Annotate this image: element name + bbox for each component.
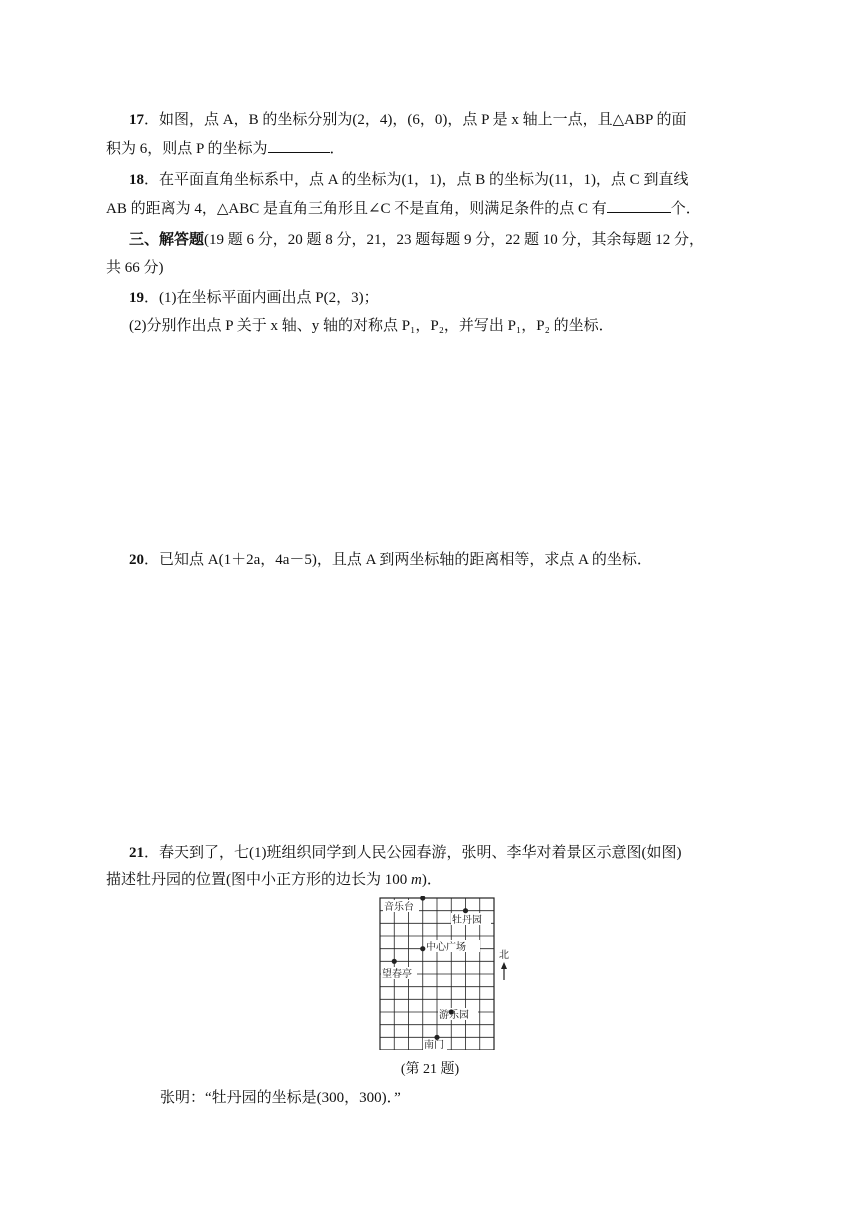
q18-text-2: AB 的距离为 4，△ABC 是直角三角形且∠C 不是直角，则满足条件的点 C 有 [106, 201, 607, 217]
q19-text-2: (2)分别作出点 P 关于 x 轴、y 轴的对称点 P₁，P₂，并写出 P₁，P₂ 的坐标． [129, 318, 614, 334]
label-amusement-park: 游乐园 [439, 1010, 469, 1021]
q18-answer-blank[interactable] [607, 198, 671, 213]
section3-scoring-2: 共 66 分) [106, 260, 164, 276]
q21-text-2: 描述牡丹园的位置(图中小正方形的边长为 100 [106, 872, 411, 888]
q18-line1 [129, 170, 741, 190]
section3-title: 三、解答题 [129, 232, 205, 248]
q17-line2 [106, 138, 718, 159]
north-arrow-head [501, 962, 507, 969]
peony-garden-point [463, 908, 468, 913]
q17-text-2: 积为 6，则点 P 的坐标为 [106, 141, 268, 157]
q20-number: 20 [129, 552, 144, 568]
q21-zhangming-statement: 张明：“牡丹园的坐标是(300，300)．” [160, 1090, 401, 1106]
north-arrow [499, 949, 509, 980]
q18-number: 18 [129, 172, 144, 188]
center-square-point [420, 946, 425, 951]
q17-number: 17 [129, 112, 144, 128]
label-wangchun-pavilion: 望春亭 [382, 969, 412, 980]
section3-line1 [129, 230, 741, 250]
q21-text-1: ．春天到了，七(1)班组织同学到人民公园春游，张明、李华对着景区示意图(如图) [144, 845, 682, 861]
section3-scoring: (19 题 6 分，20 题 8 分，21，23 题每题 9 分，22 题 10 分，其余每题 12 分， [204, 232, 705, 248]
q19-line1 [129, 288, 741, 308]
wangchun-pavilion-point [392, 959, 397, 964]
q17-answer-blank[interactable] [268, 138, 330, 153]
q21-unit: m [411, 872, 422, 888]
q17-text-2-end: ． [329, 141, 345, 157]
label-peony-garden: 牡丹园 [452, 915, 482, 926]
label-music-stage: 音乐台 [384, 902, 414, 913]
q18-line2 [106, 198, 718, 219]
section3-line2 [106, 258, 718, 278]
q19-number: 19 [129, 290, 144, 306]
q19-line2 [129, 316, 741, 336]
figure-caption: (第 21 题) [400, 1062, 460, 1077]
label-center-square: 中心广场 [426, 942, 466, 953]
q21-text-2-end: )． [421, 872, 442, 888]
north-label: 北 [499, 950, 509, 961]
q18-text-1: ．在平面直角坐标系中，点 A 的坐标为(1，1)，点 B 的坐标为(11，1)，点 C 到直线 [144, 172, 689, 188]
scenic-area-map [378, 896, 528, 1050]
q21-number: 21 [129, 845, 144, 861]
q19-text-1: ．(1)在坐标平面内画出点 P(2，3)； [144, 290, 379, 306]
q20-text-1: ．已知点 A(1＋2a，4a－5)，且点 A 到两坐标轴的距离相等，求点 A 的坐标． [144, 552, 652, 568]
q17-text-1: ．如图，点 A，B 的坐标分别为(2，4)，(6，0)，点 P 是 x 轴上一点，且△ABP 的面 [144, 112, 687, 128]
q17-line1 [129, 110, 741, 130]
q20-line1 [129, 550, 741, 570]
q21-line1 [129, 843, 741, 863]
music-stage-point [420, 896, 425, 901]
label-south-gate: 南门 [424, 1040, 444, 1050]
q21-line2 [106, 870, 718, 890]
q18-text-2-end: 个． [670, 201, 701, 217]
